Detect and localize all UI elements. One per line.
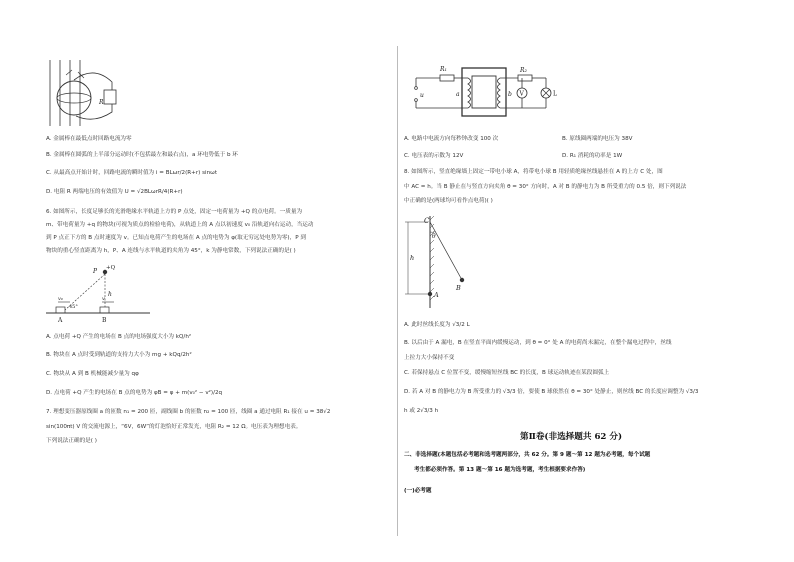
label-coil-b: b [508,91,512,98]
q5-option-d: D. 电阻 R 两端电压的有效值为 U = √2BLωrR/4(R+r) [46,189,183,195]
q7-option-b: B. 原线圈两端的电压为 38V [562,136,633,142]
q7-stem-line-1: 7. 理想变压器原线圈 a 的匝数 n₁ = 200 匝，副线圈 b 的匝数 n₂ = 100 匝，线圈 a 通过电阻 R₁ 接在 u = 38√2 [46,409,331,415]
q8-stem-line-1: 8. 如图所示，竖直绝缘墙上固定一带电小球 A，将带电小球 B 用轻质绝缘丝线悬挂在 A 的上方 C 处，图 [404,169,663,175]
q7-option-c: C. 电压表的示数为 12V [404,153,464,159]
label-voltmeter: V [519,90,524,98]
q6-stem-line-3: 到 P 点正下方的 B 点时速度为 v。已知点电荷产生的电场在 A 点的电势为 φ(取无穷远处电势为零)，P 到 [46,235,306,241]
label-coil-a: a [456,91,460,98]
label-a: A [58,317,63,324]
q6-option-a: A. 点电荷 +Q 产生的电场在 B 点的电场强度大小为 kQ/h² [46,334,192,340]
q8-option-d-line-1: D. 若 A 对 B 的静电力为 B 所受重力的 √3/3 倍，要使 B 球依然在 θ = 30° 处静止，则丝线 BC 的长度应调整为 √3/3 [404,389,699,395]
label-theta: θ [432,233,436,240]
label-lamp: L [553,90,557,98]
q7-stem-line-2: sin(100πt) V 的交流电源上，“6V，6W”的灯泡恰好正常发光，电阻 R₂ = 12 Ω。电压表为理想电表。 [46,424,302,430]
label-v: v [102,296,105,302]
q6-stem-line-1: 6. 如图所示，长度足够长的光滑绝缘水平轨道上方的 P 点处，固定一电荷量为 +Q 的点电荷。一质量为 [46,209,303,215]
label-h: h [108,291,112,298]
left-column [0,0,396,562]
q6-stem-line-2: m、带电荷量为 +q 的物块(可视为质点的检验电荷)，从轨道上的 A 点以初速度 v₀ 沿轨道向右运动，当运动 [46,222,314,228]
q6-option-b: B. 物块在 A 点时受到轨道的支持力大小为 mg + kQq/2h² [46,352,192,358]
section-title: 第Ⅱ卷(非选择题共 62 分) [520,432,623,442]
resistor-label: R [99,99,104,106]
label-h-dim: h [410,254,415,262]
figure-transformer-circuit [410,62,560,124]
q8-option-b-line-2: 上拉力大小保持不变 [404,355,455,361]
q6-option-d: D. 点电荷 +Q 产生的电场在 B 点的电势为 φB = φ + m(v₀² − v²)/2q [46,390,223,396]
label-b-ball: B [456,284,461,292]
label-a-ball: A [434,291,439,299]
label-r1: R₁ [440,66,447,73]
q7-stem-line-3: 下列说法正确的是( ) [46,438,97,444]
q5-option-c: C. 从最高点开始计时，回路电流的瞬时值为 i = BLωr/2(R+r) sinωt [46,170,218,176]
q6-option-c: C. 物块从 A 到 B 机械能减少量为 qφ [46,371,139,377]
q8-stem-line-2: 中 AC = h。当 B 静止在与竖直方向夹角 θ = 30° 方向时，A 对 B 的静电力为 B 所受重力的 0.5 倍，则下列说法 [404,184,687,190]
q8-stem-line-3: 中正确的是(两球均可看作点电荷)( ) [404,198,493,204]
label-angle: 45° [69,304,78,310]
label-u: u [420,92,424,99]
section-description-line-2: 考生都必须作答。第 13 题～第 16 题为选考题，考生根据要求作答) [414,467,586,473]
figure-wall-pendulum [404,214,474,310]
figure-point-charge-track [46,264,156,328]
section-description-line-1: 二、非选择题(本题包括必考题和选考题两部分，共 62 分。第 9 题～第 12 题为必考题，每个试题 [404,452,651,458]
subsection-title: (一)必考题 [404,488,432,494]
q8-option-a: A. 此时丝线长度为 √3/2 L [404,322,470,328]
q7-option-a: A. 电路中电流方向每秒钟改变 100 次 [404,136,499,142]
figure-rotating-rod [44,60,124,132]
q8-option-b-line-1: B. 以后由于 A 漏电，B 在竖直平面内缓慢运动，到 θ = 0° 处 A 的电荷尚未漏完，在整个漏电过程中，丝线 [404,340,672,346]
label-b: B [102,317,107,324]
q8-option-d-line-2: h 或 2√3/3 h [404,408,439,414]
right-column [398,0,794,562]
label-q: +Q [106,265,116,271]
label-v0: v₀ [58,296,63,302]
label-c: C [424,217,430,225]
q5-option-b: B. 金属棒在圆弧的上半部分运动时(不包括最左和最右点)，a 环电势低于 b 环 [46,152,238,158]
q8-option-c: C. 若保持悬点 C 位置不变，缓慢缩短丝线 BC 的长度，B 球运动轨迹在某段圆弧上 [404,370,610,376]
q5-option-a: A. 金属棒在最低点时回路电流为零 [46,136,132,142]
q6-stem-line-4: 物块的重心竖直距离为 h，P、A 连线与水平轨道的夹角为 45°，k 为静电常数，下列说法正确的是( ) [46,248,296,254]
label-p: P [93,268,98,275]
q7-option-d: D. R₁ 消耗的功率是 1W [562,153,623,159]
label-r2: R₂ [520,67,527,74]
